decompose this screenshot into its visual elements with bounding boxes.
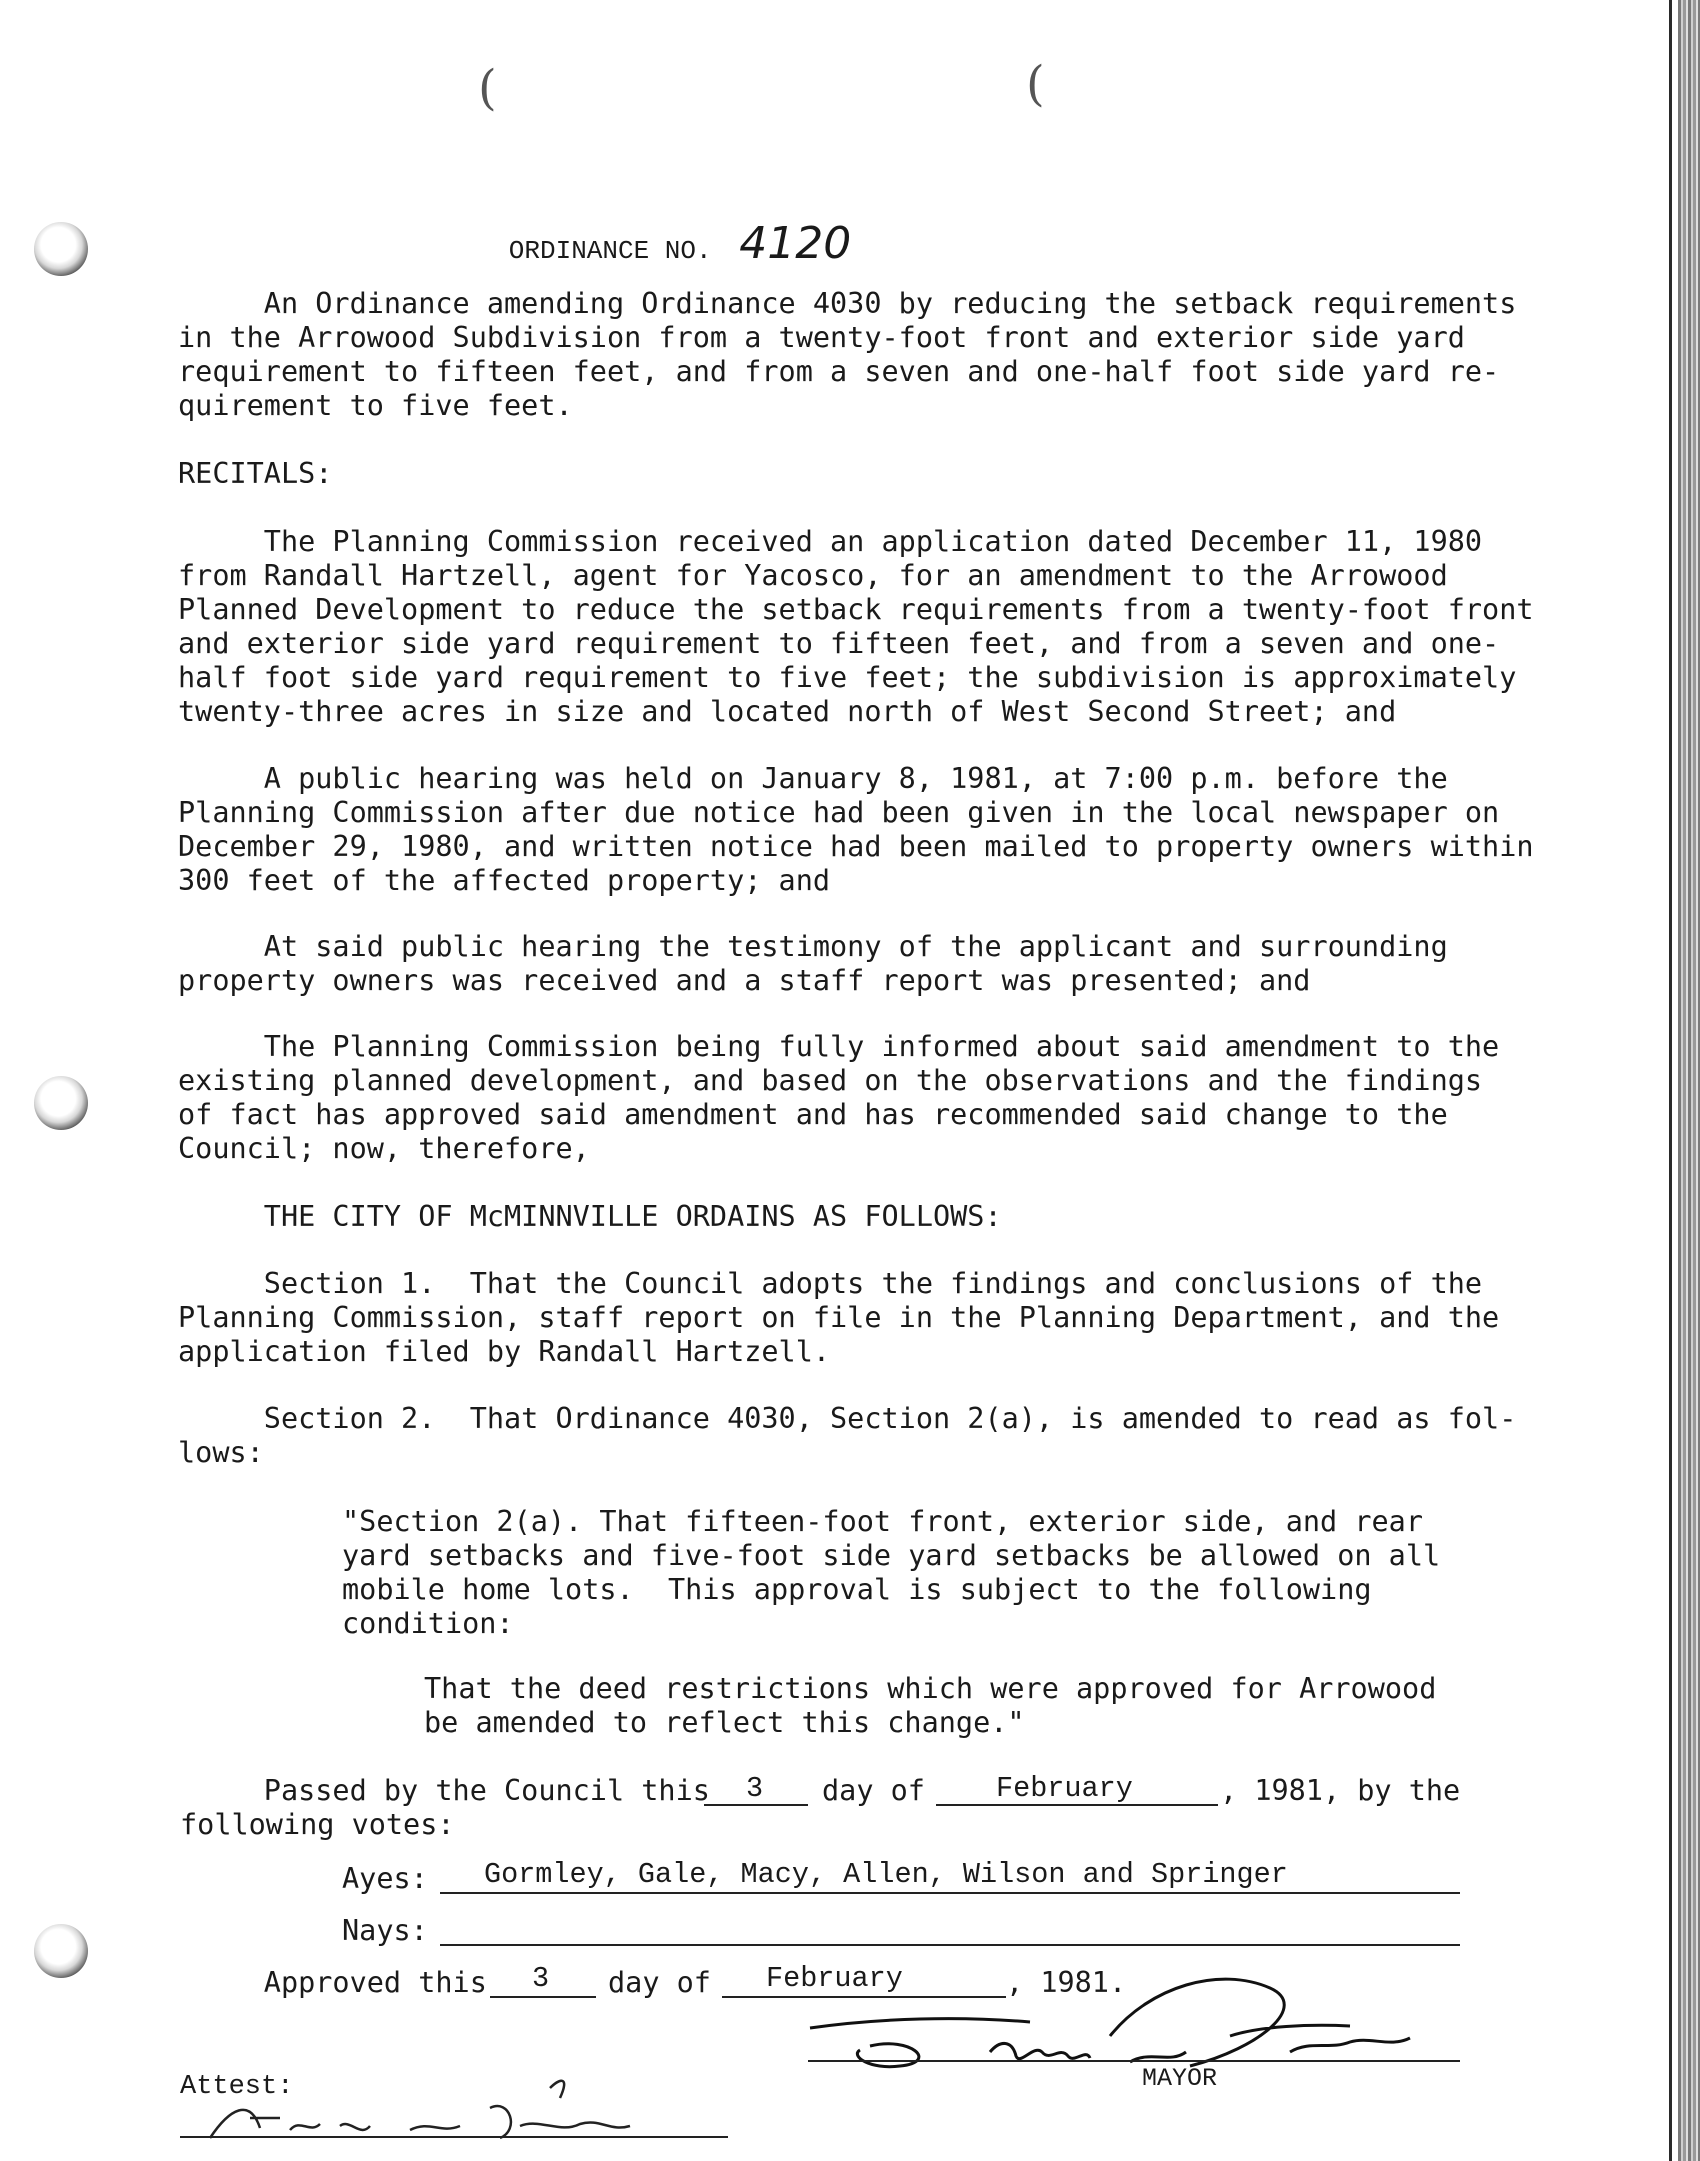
approved-prefix: Approved this [178, 1966, 487, 1999]
punch-hole-middle [34, 1076, 88, 1130]
nays-label: Nays: [342, 1914, 428, 1947]
ordinance-title [0, 218, 1360, 269]
ayes-label: Ayes: [342, 1862, 428, 1895]
approved-day-of: day of [608, 1966, 711, 1999]
punch-hole-bottom [34, 1924, 88, 1978]
passed-month: February [996, 1772, 1133, 1805]
scan-edge-line [1669, 0, 1672, 2161]
nays-line [440, 1944, 1460, 1946]
recital-paragraph-2: A public hearing was held on January 8, 1981, at 7:00 p.m. before the Planning Commission after due notice had been given in the local newspaper on December 29, 1980, and written notice had been mailed to property owners within 300 feet of the affected property; and [178, 762, 1534, 897]
title-prefix: ORDINANCE NO. [508, 236, 712, 266]
margin-mark-left: ( [478, 60, 497, 116]
passed-day: 3 [746, 1772, 764, 1805]
section-2-paragraph: Section 2. That Ordinance 4030, Section 2(a), is amended to read as fol- lows: [178, 1402, 1517, 1469]
approved-day: 3 [532, 1962, 550, 1995]
recital-paragraph-4: The Planning Commission being fully informed about said amendment to the existing planned development, and based on the observations and the findings of fact has approved said amendment and has recommended said change to the Council; now, therefore, [178, 1030, 1500, 1165]
amended-section-quote: "Section 2(a). That fifteen-foot front, exterior side, and rear yard setbacks and five-foot side yard setbacks be allowed on all mobile home lots. This approval is subject to the following condition: [342, 1505, 1441, 1640]
condition-quote: That the deed restrictions which were approved for Arrowood be amended to reflect this change." [424, 1672, 1437, 1739]
approved-day-line [490, 1996, 596, 1998]
recital-paragraph-1: The Planning Commission received an application dated December 11, 1980 from Randall Hartzell, agent for Yacosco, for an amendment to the Arrowood Planned Development to reduce the setback requirements from a twenty-foot front and exterior side yard requirement to fifteen feet, and from a seven and one- half foot side yard requirement to five feet; the subdivision is approximately twenty-three acres in size and located north of West Second Street; and [178, 525, 1534, 728]
margin-mark-right: ( [1026, 56, 1045, 112]
intro-paragraph: An Ordinance amending Ordinance 4030 by reducing the setback requirements in the Arrowood Subdivision from a twenty-foot front and exterior side yard requirement to fifteen feet, and from a seven and one-half foot side yard re- quirement to five feet. [178, 287, 1517, 422]
ordains-heading: THE CITY OF McMINNVILLE ORDAINS AS FOLLOWS: [178, 1200, 1002, 1233]
mayor-signature [790, 1966, 1450, 2086]
ayes-line [440, 1892, 1460, 1894]
passed-suffix: , 1981, by the [1220, 1774, 1461, 1807]
passed-day-of: day of [822, 1774, 925, 1807]
ayes-value: Gormley, Gale, Macy, Allen, Wilson and Springer [484, 1858, 1288, 1891]
scan-edge-strip [1678, 0, 1700, 2161]
approved-month: February [766, 1962, 903, 1995]
passed-prefix: Passed by the Council this [178, 1774, 710, 1807]
attest-signature [190, 2068, 730, 2161]
attest-label: Attest: [180, 2072, 294, 2102]
following-votes: following votes: [180, 1808, 455, 1841]
section-1-paragraph: Section 1. That the Council adopts the findings and conclusions of the Planning Commission, staff report on file in the Planning Department, and the application filed by Randall Hartzell. [178, 1267, 1500, 1368]
mayor-label: MAYOR [1142, 2064, 1218, 2093]
recital-paragraph-3: At said public hearing the testimony of the applicant and surrounding property owners was received and a staff report was presented; and [178, 930, 1448, 997]
recitals-heading: RECITALS: [178, 457, 333, 490]
attest-signature-line [180, 2136, 728, 2138]
approved-suffix: , 1981. [1006, 1966, 1127, 1999]
mayor-signature-line [808, 2060, 1460, 2062]
ordinance-number: 4120 [739, 218, 852, 269]
